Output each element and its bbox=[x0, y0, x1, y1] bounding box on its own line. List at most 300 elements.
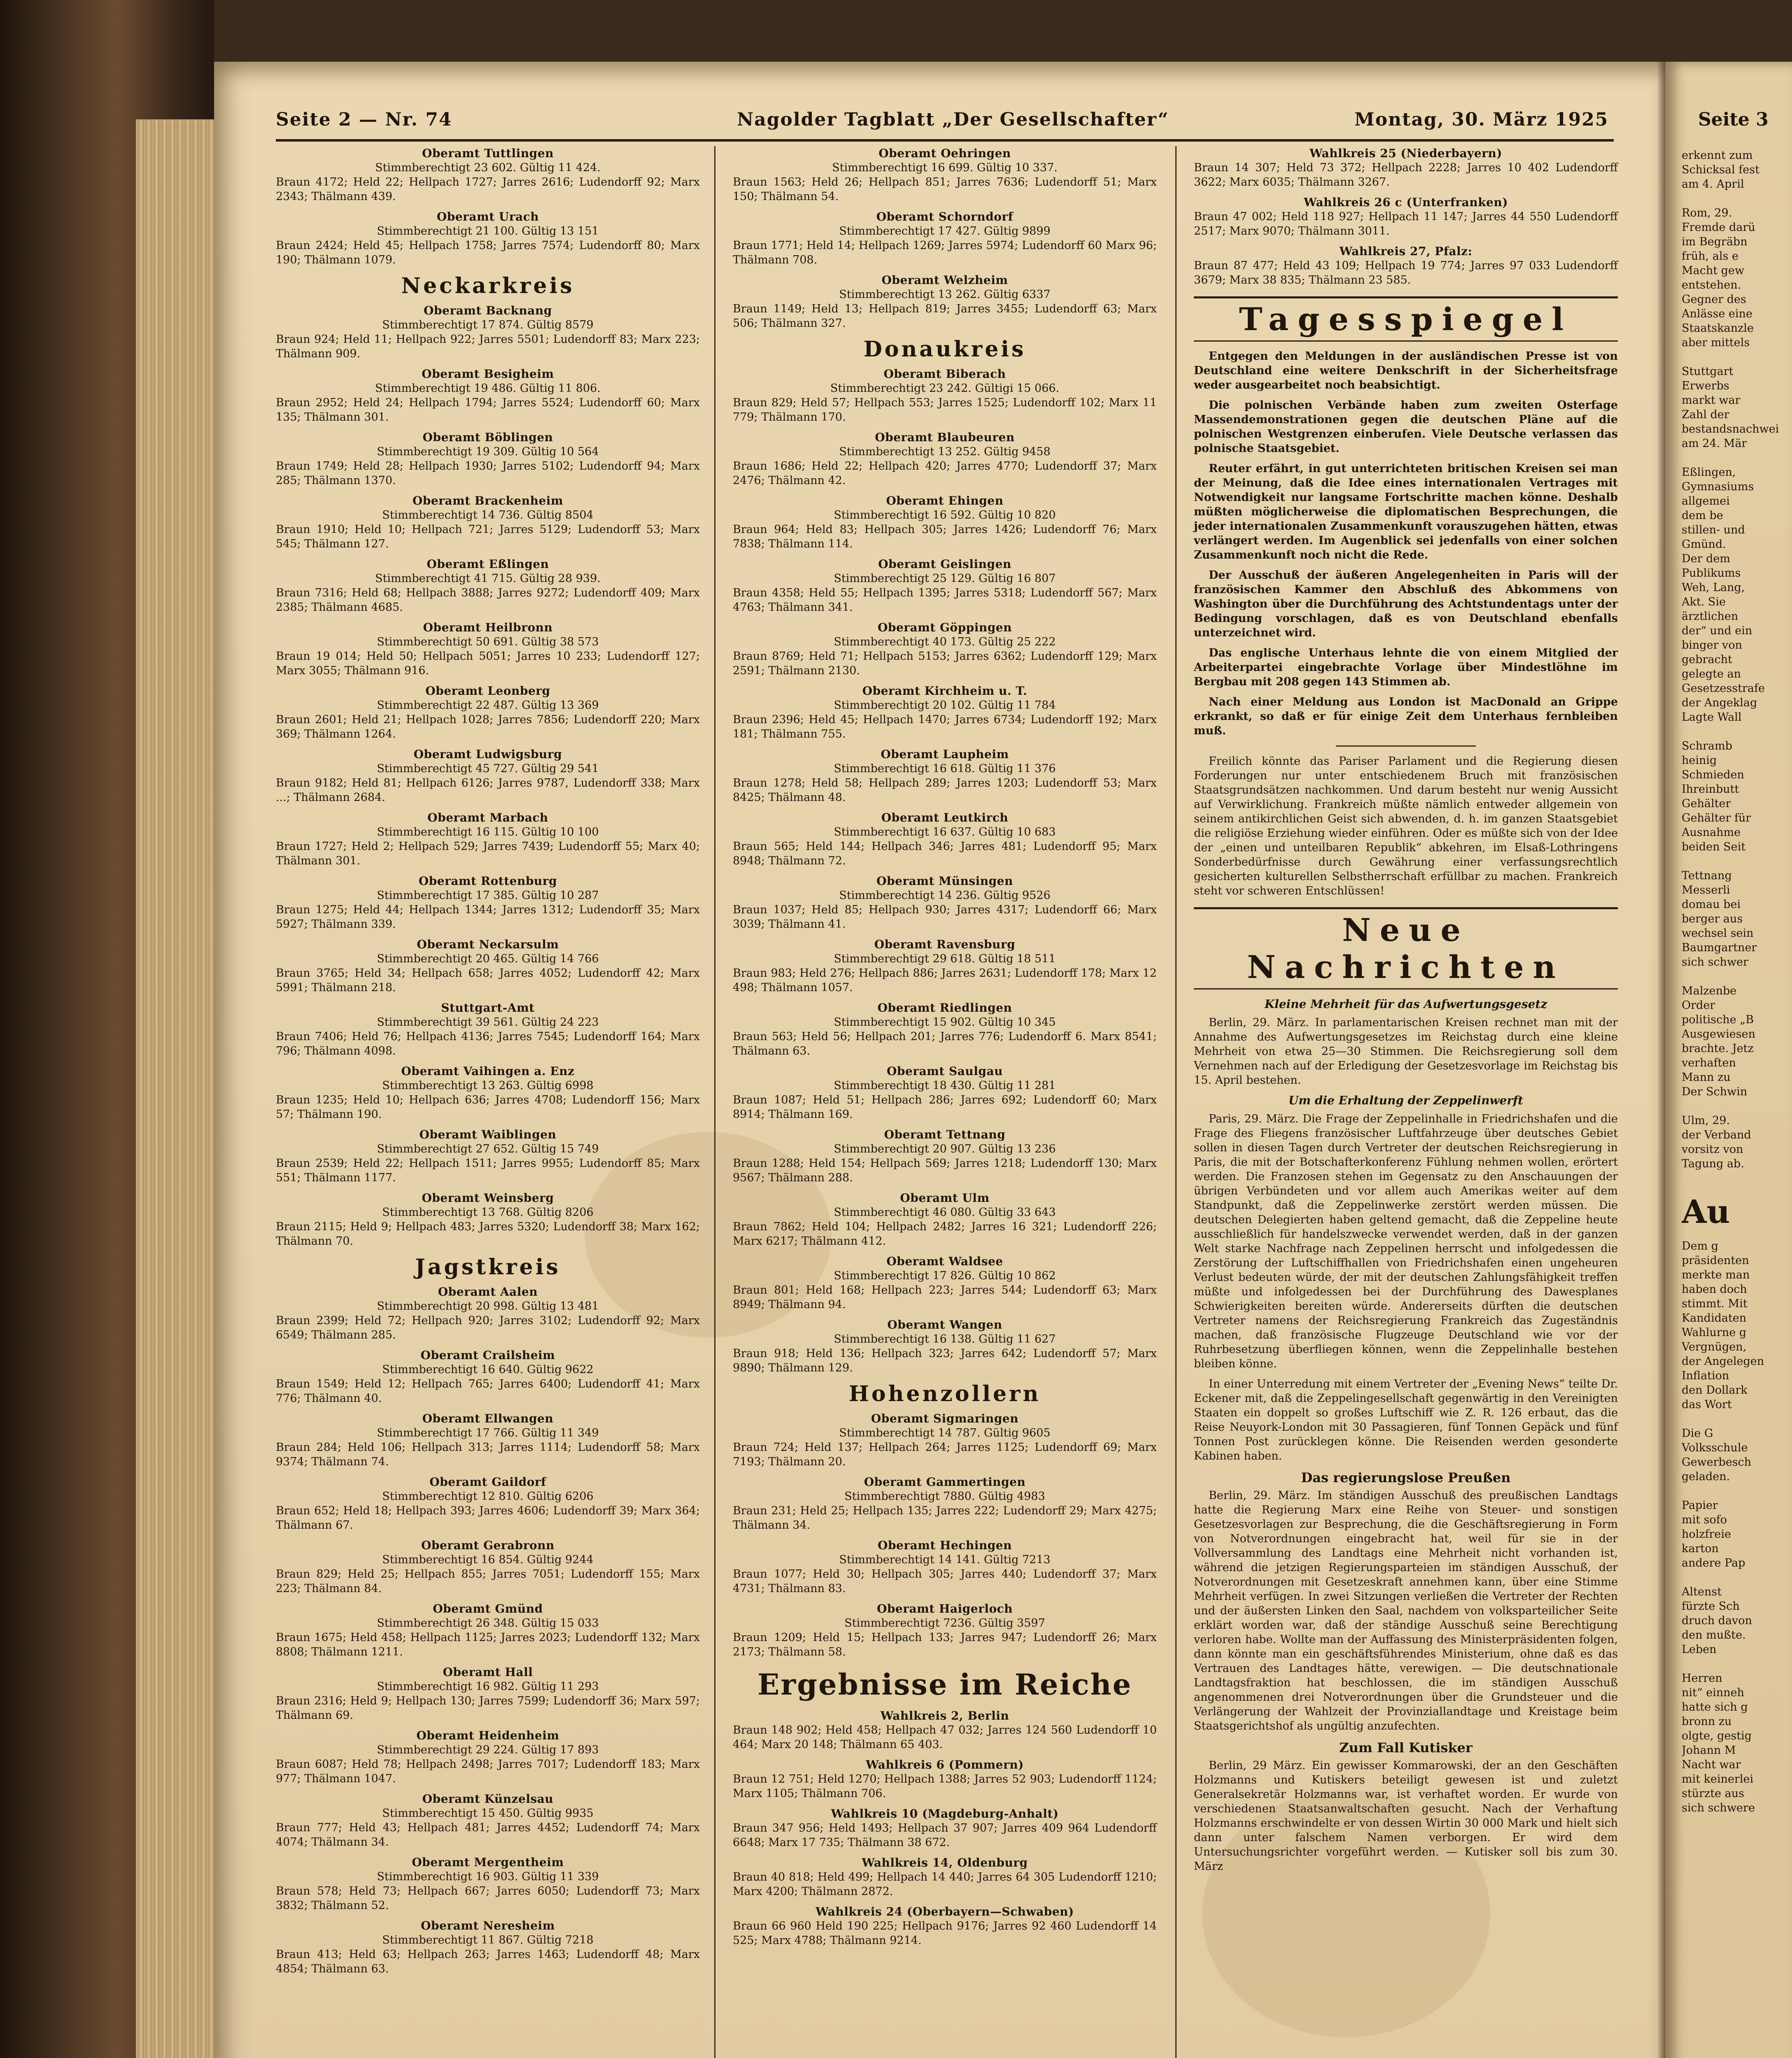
facing-page-line: vorsitz von bbox=[1682, 1143, 1743, 1156]
article-paragraph: Berlin, 29. März. In parlamentarischen Kreisen rechnet man mit der Annahme des Aufwertungsgesetzes im Reichstag durch eine kleine Mehrheit von etwa 25—30 Stimmen. Die Reichsregierung soll dem Vernehmen nach auf der Erledigung der Gesetzesvorlage im Reichstag bis 15. April bestehen. bbox=[1194, 1016, 1618, 1087]
facing-page-line: stimmt. Mit bbox=[1682, 1297, 1748, 1310]
election-result bbox=[1194, 244, 1618, 287]
election-result bbox=[276, 1191, 700, 1248]
candidate-votes: Braun 2539; Held 22; Hellpach 1511; Jarres 9955; Ludendorff 85; Marx 551; Thälmann 1177. bbox=[276, 1157, 700, 1184]
candidate-votes: Braun 1209; Held 15; Hellpach 133; Jarres 947; Ludendorff 26; Marx 2173; Thälmann 58. bbox=[733, 1631, 1157, 1658]
district-name: Oberamt Saulgau bbox=[887, 1064, 1003, 1078]
election-result bbox=[276, 210, 700, 267]
district-name: Oberamt Hall bbox=[443, 1665, 533, 1679]
newspaper-title: Nagolder Tagblatt „Der Gesellschafter“ bbox=[737, 109, 1169, 130]
article-paragraph: Paris, 29. März. Die Frage der Zeppelinhalle in Friedrichshafen und die Frage des Fliegens französischer Luftfahrzeuge über deutsches Gebiet sollen in diesen Tagen durch Vertreter der deutschen Reichsregierung in Paris, die mit der Botschafterkonferenz Fühlung nehmen wollen, erörtert werden. Die Franzosen stehen im Gegensatz zu den Anschauungen der übrigen Verbündeten und vor allem auch Amerikas weiter auf dem Standpunkt, daß die Zeppelinwerke zerstört werden müssen. Die deutschen Delegierten haben geltend gemacht, daß die Zeppeline heute ausschließlich für handelszwecke verwendet werden, daß in der ganzen Welt starke Nachfrage nach Zeppelinen herrscht und infolgedessen die Zerstörung der Luftschiffhallen von Friedrichshafen einen ungeheuren Verlust bedeuten würde, der mit der deutschen Zahlungsfähigkeit treffen müßte und infolgedessen bei der Durchführung des Dawesplanes Schwierigkeiten bereiten würde. Andererseits dürften die deutschen Vertreter namens der Reichsregierung Frankreich das Zugeständnis machen, daß französische Flugzeuge Deutschland wie vor der Ruhrbesetzung überfliegen können, wenn die Zeppelinhalle bestehen bleiben könne. bbox=[1194, 1113, 1618, 1370]
facing-page-line: geladen. bbox=[1682, 1470, 1730, 1483]
facing-page-line: Gymnasiums bbox=[1682, 480, 1754, 493]
district-name: Oberamt Aalen bbox=[438, 1285, 538, 1299]
election-result bbox=[733, 810, 1157, 868]
facing-page-line bbox=[1682, 1099, 1789, 1113]
facing-page-line: das Wort bbox=[1682, 1398, 1732, 1411]
voter-counts: Stimmberechtigt 20 998. Gültig 13 481 bbox=[377, 1300, 599, 1313]
article-heading: Zum Fall Kutisker bbox=[1339, 1740, 1473, 1755]
election-result bbox=[1194, 146, 1618, 189]
voter-counts: Stimmberechtigt 41 715. Gültig 28 939. bbox=[375, 572, 601, 585]
voter-counts: Stimmberechtigt 16 903. Gültig 11 339 bbox=[377, 1870, 599, 1883]
district-name: Wahlkreis 26 c (Unterfranken) bbox=[1304, 196, 1508, 209]
facing-page bbox=[1665, 62, 1792, 2058]
article-paragraph: Freilich könnte das Pariser Parlament und die Regierung diesen Forderungen nur unter entschiedenem Bruch mit französischen Staatsgrundsätzen nachkommen. Und darum besteht nur wenig Aussicht auf Verwirklichung. Frankreich müßte nämlich entweder allgemein von seinem antikirchlichen Geist sich abwenden, d. h. im ganzen Staatsgebiet die religiöse Erziehung wieder einführen. Oder es müßte sich von der Idee der „einen und unteilbaren Republik“ abkehren, im Elsaß-Lothringens Sonderbedürfnisse durch Gewährung einer verfassungsrechtlich gesicherten kulturellen Selbstherrschaft erfüllbar zu machen. Frankreich steht vor schweren Entschlüssen! bbox=[1194, 755, 1618, 897]
election-result bbox=[276, 1348, 700, 1406]
candidate-votes: Braun 12 751; Held 1270; Hellpach 1388; Jarres 52 903; Ludendorff 1124; Marx 1105; Thälmann 706. bbox=[733, 1773, 1157, 1800]
district-name: Oberamt Waiblingen bbox=[419, 1128, 557, 1141]
facing-page-line: der Angelegen bbox=[1682, 1355, 1764, 1368]
facing-page-line: Nacht war bbox=[1682, 1758, 1741, 1771]
candidate-votes: Braun 2601; Held 21; Hellpach 1028; Jarres 7856; Ludendorff 220; Marx 369; Thälmann 1264. bbox=[276, 713, 700, 740]
facing-page-line: Altenst bbox=[1682, 1585, 1722, 1598]
district-name: Oberamt Schorndorf bbox=[876, 210, 1014, 223]
district-name: Oberamt Gammertingen bbox=[864, 1475, 1026, 1489]
facing-page-line: andere Pap bbox=[1682, 1557, 1745, 1569]
facing-page-line: politische „B bbox=[1682, 1013, 1754, 1026]
candidate-votes: Braun 1771; Held 14; Hellpach 1269; Jarres 5974; Ludendorff 60 Marx 96; Thälmann 708. bbox=[733, 239, 1157, 266]
voter-counts: Stimmberechtigt 50 691. Gültig 38 573 bbox=[377, 636, 599, 648]
election-result bbox=[276, 1665, 700, 1723]
facing-page-line: Malzenbe bbox=[1682, 985, 1737, 997]
facing-page-line: fürzte Sch bbox=[1682, 1600, 1740, 1613]
facing-page-line: der Angeklag bbox=[1682, 696, 1757, 709]
election-result bbox=[733, 146, 1157, 204]
candidate-votes: Braun 7316; Held 68; Hellpach 3888; Jarres 9272; Ludendorff 409; Marx 2385; Thälmann 4685. bbox=[276, 587, 700, 614]
district-name: Oberamt Gmünd bbox=[433, 1602, 543, 1616]
results-heading: Ergebnisse im Reiche bbox=[757, 1667, 1133, 1702]
article-paragraph: Berlin, 29 März. Ein gewisser Kommarowski, der an den Geschäften Holzmanns und Kutiskers beteiligt gewesen ist und zuletzt Generalsekretär Holzmanns war, ist verhaftet worden. Er wurde von verschiedenen Staatsanwaltschaften gesucht. Nach der Verhaftung Holzmanns erschwindelte er von dessen Wirtin 30 000 Mark und hielt sich dann unter falschem Namen verborgen. Er wird dem Untersuchungsrichter vorgeführt werden. — Kutisker soll bis zum 30. März bbox=[1194, 1759, 1618, 1873]
facing-page-line: Fremde darü bbox=[1682, 221, 1755, 234]
election-result bbox=[733, 1709, 1157, 1752]
facing-page-line bbox=[1682, 1171, 1789, 1185]
district-name: Oberamt Oehringen bbox=[879, 147, 1011, 160]
candidate-votes: Braun 1686; Held 22; Hellpach 420; Jarres 4770; Ludendorff 37; Marx 2476; Thälmann 42. bbox=[733, 460, 1157, 487]
candidate-votes: Braun 1275; Held 44; Hellpach 1344; Jarres 1312; Ludendorff 35; Marx 5927; Thälmann 339. bbox=[276, 903, 700, 931]
page-stack-edge bbox=[136, 119, 214, 2058]
voter-counts: Stimmberechtigt 26 348. Gültig 15 033 bbox=[377, 1617, 599, 1630]
voter-counts: Stimmberechtigt 19 309. Gültig 10 564 bbox=[377, 445, 599, 458]
district-name: Wahlkreis 14, Oldenburg bbox=[862, 1856, 1028, 1869]
facing-page-line: der“ und ein bbox=[1682, 624, 1752, 637]
facing-page-line: Herren bbox=[1682, 1672, 1722, 1685]
candidate-votes: Braun 918; Held 136; Hellpach 323; Jarres 642; Ludendorff 57; Marx 9890; Thälmann 129. bbox=[733, 1347, 1157, 1374]
candidate-votes: Braun 2115; Held 9; Hellpach 483; Jarres 5320; Ludendorff 38; Marx 162; Thälmann 70. bbox=[276, 1220, 700, 1248]
facing-page-line: Gesetzesstrafe bbox=[1682, 682, 1765, 695]
facing-page-line bbox=[1682, 1412, 1789, 1426]
facing-page-line: mit sofo bbox=[1682, 1513, 1727, 1526]
facing-page-line: holzfreie bbox=[1682, 1528, 1731, 1541]
separator-rule bbox=[1336, 745, 1476, 747]
voter-counts: Stimmberechtigt 46 080. Gültig 33 643 bbox=[834, 1206, 1056, 1219]
district-name: Oberamt Crailsheim bbox=[420, 1348, 555, 1362]
facing-page-line: markt war bbox=[1682, 394, 1741, 407]
district-name: Oberamt Riedlingen bbox=[877, 1001, 1012, 1015]
article-paragraph: Nach einer Meldung aus London ist MacDonald an Grippe erkrankt, so daß er für einige Zeit dem Unterhaus fernbleiben muß. bbox=[1194, 696, 1618, 737]
election-result bbox=[733, 937, 1157, 995]
facing-page-line: Weh, Lang, bbox=[1682, 581, 1745, 594]
voter-counts: Stimmberechtigt 7236. Gültig 3597 bbox=[844, 1617, 1045, 1630]
facing-page-line: verhaften bbox=[1682, 1057, 1736, 1069]
facing-page-line: Johann M bbox=[1682, 1744, 1736, 1757]
election-result bbox=[276, 810, 700, 868]
election-result bbox=[733, 1904, 1157, 1948]
district-name: Oberamt Tuttlingen bbox=[422, 147, 554, 160]
column-rule bbox=[714, 146, 715, 2058]
facing-page-line: heinig bbox=[1682, 754, 1717, 767]
facing-page-line: olgte, gestig bbox=[1682, 1730, 1752, 1742]
candidate-votes: Braun 777; Held 43; Hellpach 481; Jarres 4452; Ludendorff 74; Marx 4074; Thälmann 34. bbox=[276, 1821, 700, 1848]
voter-counts: Stimmberechtigt 16 699. Gültig 10 337. bbox=[832, 161, 1058, 174]
candidate-votes: Braun 724; Held 137; Hellpach 264; Jarres 1125; Ludendorff 69; Marx 7193; Thälmann 20. bbox=[733, 1441, 1157, 1468]
voter-counts: Stimmberechtigt 17 766. Gültig 11 349 bbox=[377, 1427, 599, 1439]
district-name: Oberamt Kirchheim u. T. bbox=[862, 684, 1028, 698]
election-result bbox=[276, 1285, 700, 1342]
facing-page-line: Macht gew bbox=[1682, 264, 1745, 277]
election-result bbox=[276, 874, 700, 931]
voter-counts: Stimmberechtigt 25 129. Gültig 16 807 bbox=[834, 572, 1056, 585]
article-paragraph: Das englische Unterhaus lehnte die von einem Mitglied der Arbeiterpartei eingebrachte Vorlage über Mindestlöhne im Bergbau mit 208 gegen 143 Stimmen ab. bbox=[1194, 647, 1618, 688]
facing-page-line: am 24. Mär bbox=[1682, 437, 1747, 450]
section-heading: Neue Nachrichten bbox=[1194, 907, 1618, 989]
candidate-votes: Braun 9182; Held 81; Hellpach 6126; Jarres 9787, Ludendorff 338; Marx ...; Thälmann 2684. bbox=[276, 777, 700, 804]
district-name: Oberamt Geislingen bbox=[878, 557, 1011, 571]
facing-page-line: Zahl der bbox=[1682, 408, 1729, 421]
district-name: Oberamt Biberach bbox=[883, 367, 1006, 381]
facing-page-heading: Au bbox=[1682, 1194, 1730, 1231]
facing-page-text bbox=[1682, 148, 1789, 1815]
election-result bbox=[733, 1254, 1157, 1312]
column-2 bbox=[733, 146, 1157, 1953]
district-name: Wahlkreis 25 (Niederbayern) bbox=[1309, 147, 1503, 160]
candidate-votes: Braun 66 960 Held 190 225; Hellpach 9176; Jarres 92 460 Ludendorff 14 525; Marx 4788; Thälmann 9214. bbox=[733, 1920, 1157, 1947]
candidate-votes: Braun 964; Held 83; Hellpach 305; Jarres 1426; Ludendorff 76; Marx 7838; Thälmann 114. bbox=[733, 523, 1157, 550]
article-paragraph: Entgegen den Meldungen in der ausländischen Presse ist von Deutschland eine weitere Denkschrift in der Sicherheitsfrage weder ausgearbeitet noch beabsichtigt. bbox=[1194, 350, 1618, 391]
candidate-votes: Braun 7862; Held 104; Hellpach 2482; Jarres 16 321; Ludendorff 226; Marx 6217; Thälmann 412. bbox=[733, 1220, 1157, 1248]
district-name: Wahlkreis 6 (Pommern) bbox=[866, 1758, 1024, 1772]
district-name: Stuttgart-Amt bbox=[441, 1001, 535, 1015]
facing-page-line: präsidenten bbox=[1682, 1254, 1749, 1267]
facing-page-line: erkennt zum bbox=[1682, 149, 1753, 162]
facing-page-line: allgemei bbox=[1682, 495, 1730, 508]
election-result bbox=[733, 747, 1157, 805]
district-name: Oberamt Ravensburg bbox=[874, 938, 1016, 951]
candidate-votes: Braun 6087; Held 78; Hellpach 2498; Jarres 7017; Ludendorff 183; Marx 977; Thälmann 1047. bbox=[276, 1758, 700, 1785]
voter-counts: Stimmberechtigt 16 115. Gültig 10 100 bbox=[377, 826, 599, 838]
district-name: Oberamt Backnang bbox=[424, 304, 552, 317]
election-result bbox=[733, 1411, 1157, 1469]
facing-page-line: domau bei bbox=[1682, 898, 1741, 911]
article-paragraph: Reuter erfährt, in gut unterrichteten britischen Kreisen sei man der Meinung, daß die Idee eines internationalen Vertrages mit Notwendigkeit nur langsame Fortschritte machen könne. Deshalb müßten möglicherweise die diplomatischen Besprechungen, die jeder internationalen Zusammenkunft vorauszugehen hätten, etwas verlängert werden. Im Augenblick sei jedenfalls von einer solchen Zusammenkunft noch nicht die Rede. bbox=[1194, 462, 1618, 561]
candidate-votes: Braun 347 956; Held 1493; Hellpach 37 907; Jarres 409 964 Ludendorff 6648; Marx 17 735; Thälmann 38 672. bbox=[733, 1822, 1157, 1849]
facing-page-line: sich schwer bbox=[1682, 956, 1748, 968]
facing-page-line: Schramb bbox=[1682, 740, 1732, 752]
facing-page-line: den Dollark bbox=[1682, 1384, 1748, 1397]
election-result bbox=[276, 1001, 700, 1058]
candidate-votes: Braun 801; Held 168; Hellpach 223; Jarres 544; Ludendorff 63; Marx 8949; Thälmann 94. bbox=[733, 1284, 1157, 1311]
facing-page-line: Staatskanzle bbox=[1682, 322, 1754, 335]
district-name: Oberamt Ludwigsburg bbox=[413, 747, 562, 761]
facing-page-line: hatte sich g bbox=[1682, 1701, 1748, 1713]
facing-page-line: Gegner des bbox=[1682, 293, 1746, 306]
facing-page-line: entstehen. bbox=[1682, 279, 1741, 291]
election-result bbox=[276, 146, 700, 204]
election-result bbox=[733, 273, 1157, 331]
election-result bbox=[276, 1064, 700, 1122]
district-name: Oberamt Neckarsulm bbox=[417, 938, 559, 951]
district-name: Oberamt Leonberg bbox=[425, 684, 550, 698]
candidate-votes: Braun 7406; Held 76; Hellpach 4136; Jarres 7545; Ludendorff 164; Marx 796; Thälmann 4098. bbox=[276, 1030, 700, 1057]
facing-page-line: Lagte Wall bbox=[1682, 711, 1742, 724]
facing-page-line: Baumgartner bbox=[1682, 941, 1757, 954]
issue-date: Montag, 30. März 1925 bbox=[1354, 109, 1609, 130]
election-result bbox=[276, 1411, 700, 1469]
voter-counts: Stimmberechtigt 7880. Gültig 4983 bbox=[844, 1490, 1045, 1503]
district-name: Oberamt Heidenheim bbox=[416, 1729, 559, 1742]
facing-page-line: haben doch bbox=[1682, 1283, 1747, 1296]
candidate-votes: Braun 3765; Held 34; Hellpach 658; Jarres 4052; Ludendorff 42; Marx 5991; Thälmann 218. bbox=[276, 967, 700, 994]
facing-page-line: nit“ einneh bbox=[1682, 1686, 1745, 1699]
election-result bbox=[276, 747, 700, 805]
election-result bbox=[276, 494, 700, 551]
facing-page-line: Mann zu bbox=[1682, 1071, 1731, 1084]
candidate-votes: Braun 1910; Held 10; Hellpach 721; Jarres 5129; Ludendorff 53; Marx 545; Thälmann 127. bbox=[276, 523, 700, 550]
facing-page-line: Publikums bbox=[1682, 567, 1741, 580]
facing-page-line: ärztlichen bbox=[1682, 610, 1738, 623]
district-name: Oberamt Welzheim bbox=[881, 273, 1008, 287]
district-name: Oberamt Leutkirch bbox=[881, 811, 1009, 824]
facing-page-line bbox=[1682, 1657, 1789, 1671]
election-result bbox=[276, 1602, 700, 1659]
facing-page-line: Der dem bbox=[1682, 552, 1730, 565]
column-1 bbox=[276, 146, 700, 1982]
candidate-votes: Braun 1278; Held 58; Hellpach 289; Jarres 1203; Ludendorff 53; Marx 8425; Thälmann 48. bbox=[733, 777, 1157, 804]
candidate-votes: Braun 983; Held 276; Hellpach 886; Jarres 2631; Ludendorff 178; Marx 12 498; Thälmann 1057. bbox=[733, 967, 1157, 994]
column-3 bbox=[1194, 146, 1618, 1879]
candidate-votes: Braun 148 902; Held 458; Hellpach 47 032; Jarres 124 560 Ludendorff 10 464; Marx 20 148; Thälmann 65 403. bbox=[733, 1724, 1157, 1751]
facing-page-line: Inflation bbox=[1682, 1369, 1729, 1382]
district-name: Oberamt Weinsberg bbox=[422, 1191, 554, 1205]
facing-page-line: druch davon bbox=[1682, 1614, 1752, 1627]
article-subheading: Um die Erhaltung der Zeppelinwerft bbox=[1288, 1094, 1524, 1107]
district-name: Oberamt Böblingen bbox=[422, 431, 553, 444]
facing-page-line bbox=[1682, 854, 1789, 868]
voter-counts: Stimmberechtigt 27 652. Gültig 15 749 bbox=[377, 1143, 599, 1155]
candidate-votes: Braun 2396; Held 45; Hellpach 1470; Jarres 6734; Ludendorff 192; Marx 181; Thälmann 755. bbox=[733, 713, 1157, 740]
page-number: Seite 2 — Nr. 74 bbox=[276, 109, 452, 130]
facing-page-line: Messerli bbox=[1682, 884, 1730, 896]
district-name: Wahlkreis 27, Pfalz: bbox=[1339, 244, 1473, 258]
voter-counts: Stimmberechtigt 14 787. Gültig 9605 bbox=[839, 1427, 1051, 1439]
facing-page-line bbox=[1682, 191, 1789, 206]
facing-page-line: Schicksal fest bbox=[1682, 163, 1759, 176]
candidate-votes: Braun 1549; Held 12; Hellpach 765; Jarres 6400; Ludendorff 41; Marx 776; Thälmann 40. bbox=[276, 1378, 700, 1405]
masthead bbox=[276, 101, 1614, 138]
region-heading: Jagstkreis bbox=[415, 1255, 561, 1280]
voter-counts: Stimmberechtigt 16 138. Gültig 11 627 bbox=[834, 1333, 1056, 1346]
district-name: Oberamt Ulm bbox=[900, 1191, 990, 1205]
facing-page-line: karton bbox=[1682, 1542, 1719, 1555]
facing-page-line: stürzte aus bbox=[1682, 1787, 1744, 1800]
candidate-votes: Braun 2952; Held 24; Hellpach 1794; Jarres 5524; Ludendorff 60; Marx 135; Thälmann 301. bbox=[276, 396, 700, 424]
facing-page-line: berger aus bbox=[1682, 913, 1743, 925]
candidate-votes: Braun 2316; Held 9; Hellpach 130; Jarres 7599; Ludendorff 36; Marx 597; Thälmann 69. bbox=[276, 1695, 700, 1722]
facing-page-line: Die G bbox=[1682, 1427, 1713, 1440]
candidate-votes: Braun 231; Held 25; Hellpach 135; Jarres 222; Ludendorff 29; Marx 4275; Thälmann 34. bbox=[733, 1504, 1157, 1532]
candidate-votes: Braun 87 477; Held 43 109; Hellpach 19 774; Jarres 97 033 Ludendorff 3679; Marx 38 835; Thälmann 23 585. bbox=[1194, 259, 1618, 286]
facing-page-line: Ulm, 29. bbox=[1682, 1114, 1730, 1127]
candidate-votes: Braun 1037; Held 85; Hellpach 930; Jarres 4317; Ludendorff 66; Marx 3039; Thälmann 41. bbox=[733, 903, 1157, 931]
voter-counts: Stimmberechtigt 14 736. Gültig 8504 bbox=[382, 509, 594, 521]
voter-counts: Stimmberechtigt 16 618. Gültig 11 376 bbox=[834, 762, 1056, 775]
district-name: Wahlkreis 24 (Oberbayern—Schwaben) bbox=[816, 1905, 1074, 1918]
voter-counts: Stimmberechtigt 16 854. Gültig 9244 bbox=[382, 1553, 594, 1566]
voter-counts: Stimmberechtigt 18 430. Gültig 11 281 bbox=[834, 1079, 1056, 1092]
facing-page-line: im Begräbn bbox=[1682, 235, 1748, 248]
facing-page-line: Order bbox=[1682, 999, 1715, 1012]
election-result bbox=[276, 430, 700, 488]
district-name: Oberamt Vaihingen a. Enz bbox=[401, 1064, 575, 1078]
election-result bbox=[276, 937, 700, 995]
candidate-votes: Braun 4172; Held 22; Hellpach 1727; Jarres 2616; Ludendorff 92; Marx 2343; Thälmann 439. bbox=[276, 176, 700, 203]
election-result bbox=[276, 1728, 700, 1786]
district-name: Oberamt Hechingen bbox=[878, 1539, 1012, 1552]
facing-page-line: den mußte. bbox=[1682, 1629, 1746, 1641]
election-result bbox=[733, 1855, 1157, 1899]
voter-counts: Stimmberechtigt 16 637. Gültig 10 683 bbox=[834, 826, 1056, 838]
election-result bbox=[276, 303, 700, 361]
voter-counts: Stimmberechtigt 20 907. Gültig 13 236 bbox=[834, 1143, 1056, 1155]
facing-page-line: gebracht bbox=[1682, 653, 1732, 666]
article-paragraph: In einer Unterredung mit einem Vertreter der „Evening News“ teilte Dr. Eckener mit, daß die Zeppelingesellschaft gegenwärtig in den Vereinigten Staaten ein doppelt so großes Luftschiff wie Z. R. 126 erbaut, das die Reise Neuyork-London mit 30 Passagieren, fünf Tonnen Gepäck und fünf Tonnen Post zurücklegen könne. Die Reisenden werden gesonderte Kabinen haben. bbox=[1194, 1378, 1618, 1462]
facing-page-line: stillen- und bbox=[1682, 524, 1745, 536]
voter-counts: Stimmberechtigt 16 982. Gültig 11 293 bbox=[377, 1680, 599, 1693]
election-result bbox=[276, 367, 700, 424]
region-heading: Donaukreis bbox=[863, 337, 1026, 362]
voter-counts: Stimmberechtigt 29 224. Gültig 17 893 bbox=[377, 1744, 599, 1756]
candidate-votes: Braun 652; Held 18; Hellpach 393; Jarres 4606; Ludendorff 39; Marx 364; Thälmann 67. bbox=[276, 1504, 700, 1532]
facing-page-line: Rom, 29. bbox=[1682, 207, 1732, 219]
candidate-votes: Braun 565; Held 144; Hellpach 346; Jarres 481; Ludendorff 95; Marx 8948; Thälmann 72. bbox=[733, 840, 1157, 867]
election-result bbox=[733, 1127, 1157, 1185]
district-name: Oberamt Haigerloch bbox=[876, 1602, 1013, 1616]
facing-page-line: bestandsnachwei bbox=[1682, 423, 1779, 435]
voter-counts: Stimmberechtigt 20 102. Gültig 11 784 bbox=[834, 699, 1056, 712]
election-result bbox=[733, 557, 1157, 615]
candidate-votes: Braun 1149; Held 13; Hellpach 819; Jarres 3455; Ludendorff 63; Marx 506; Thälmann 327. bbox=[733, 303, 1157, 330]
facing-page-line: wechsel sein bbox=[1682, 927, 1754, 940]
facing-page-line: Der Schwin bbox=[1682, 1085, 1748, 1098]
facing-page-line: brachte. Jetz bbox=[1682, 1042, 1754, 1055]
voter-counts: Stimmberechtigt 45 727. Gültig 29 541 bbox=[377, 762, 599, 775]
district-name: Oberamt Sigmaringen bbox=[871, 1412, 1019, 1425]
facing-page-line: Ihreinbutt bbox=[1682, 783, 1739, 796]
district-name: Oberamt Ehingen bbox=[886, 494, 1004, 508]
facing-page-line: Vergnügen, bbox=[1682, 1341, 1747, 1353]
district-name: Oberamt Münsingen bbox=[876, 874, 1013, 888]
facing-page-line: Erwerbs bbox=[1682, 379, 1729, 392]
election-result bbox=[276, 1538, 700, 1596]
facing-page-line: dem be bbox=[1682, 509, 1723, 522]
voter-counts: Stimmberechtigt 15 450. Gültig 9935 bbox=[382, 1807, 594, 1820]
district-name: Oberamt Besigheim bbox=[422, 367, 554, 381]
election-result bbox=[276, 1127, 700, 1185]
district-name: Oberamt Künzelsau bbox=[422, 1792, 554, 1806]
district-name: Oberamt Blaubeuren bbox=[875, 431, 1015, 444]
election-result bbox=[733, 1064, 1157, 1122]
district-name: Oberamt Gerabronn bbox=[421, 1539, 555, 1552]
facing-page-line: Papier bbox=[1682, 1499, 1718, 1512]
district-name: Oberamt Ellwangen bbox=[422, 1412, 554, 1425]
article-paragraph: Berlin, 29. März. Im ständigen Ausschuß des preußischen Landtags hatte die Regierung Marx eine Reihe von Steuer- und sonstigen Gesetzesvorlagen zur Besprechung, die die Geschäftsregierung in Form von Notverordnungen eingebracht hat, weil für sie in der Vollversammlung des Landtags eine Mehrheit nicht vorhanden ist, während die jetzigen Regierungsparteien im ständigen Ausschuß, der Notverordnungen mit Gesetzeskraft annehmen kann, über eine Stimme Mehrheit verfügen. In zwei Sitzungen verließen die Vertreter der Rechten und der äußersten Linken den Saal, nachdem von volksparteilicher Seite erklärt worden war, daß der ständige Ausschuß seine Berechtigung verloren habe. Wollte man der Auffassung des Ministerpräsidenten folgen, dann könnte man ein geschäftsführendes Ministerium, ohne daß es das Vertrauen des Landtages hätte, verewigen. — Die deutschnationale Landtagsfraktion hat beschlossen, die im ständigen Ausschuß angenommenen drei Notverordnungen über die Grundsteuer und die Verlängerung der Wahlzeit der Provinziallandtage und Kreistage beim Staatsgerichtshof als ungültig anzufechten. bbox=[1194, 1489, 1618, 1732]
district-name: Oberamt Heilbronn bbox=[423, 621, 553, 634]
voter-counts: Stimmberechtigt 23 602. Gültig 11 424. bbox=[375, 161, 601, 174]
candidate-votes: Braun 924; Held 11; Hellpach 922; Jarres 5501; Ludendorff 83; Marx 223; Thälmann 909. bbox=[276, 333, 700, 360]
voter-counts: Stimmberechtigt 39 561. Gültig 24 223 bbox=[377, 1016, 599, 1029]
district-name: Oberamt Gaildorf bbox=[429, 1475, 546, 1489]
candidate-votes: Braun 14 307; Held 73 372; Hellpach 2228; Jarres 10 402 Ludendorff 3622; Marx 6035; Thälmann 3267. bbox=[1194, 161, 1618, 189]
voter-counts: Stimmberechtigt 13 263. Gültig 6998 bbox=[382, 1079, 594, 1092]
election-result bbox=[733, 1758, 1157, 1801]
facing-page-line: am 4. April bbox=[1682, 178, 1744, 191]
facing-page-line bbox=[1682, 1484, 1789, 1498]
facing-page-line: bronn zu bbox=[1682, 1715, 1732, 1728]
candidate-votes: Braun 1288; Held 154; Hellpach 569; Jarres 1218; Ludendorff 130; Marx 9567; Thälmann 288. bbox=[733, 1157, 1157, 1184]
candidate-votes: Braun 1563; Held 26; Hellpach 851; Jarres 7636; Ludendorff 51; Marx 150; Thälmann 54. bbox=[733, 176, 1157, 203]
facing-page-line: Kandidaten bbox=[1682, 1312, 1747, 1325]
facing-page-line: Schmieden bbox=[1682, 768, 1744, 781]
candidate-votes: Braun 1235; Held 10; Hellpach 636; Jarres 4708; Ludendorff 156; Marx 57; Thälmann 190. bbox=[276, 1094, 700, 1121]
facing-page-line bbox=[1682, 1570, 1789, 1585]
candidate-votes: Braun 47 002; Held 118 927; Hellpach 11 147; Jarres 44 550 Ludendorff 2517; Marx 9070; Thälmann 3011. bbox=[1194, 210, 1618, 237]
article-subheading: Kleine Mehrheit für das Aufwertungsgesetz bbox=[1264, 997, 1547, 1011]
election-result bbox=[733, 1475, 1157, 1532]
voter-counts: Stimmberechtigt 40 173. Gültig 25 222 bbox=[834, 636, 1056, 648]
facing-page-line: Stuttgart bbox=[1682, 365, 1734, 378]
candidate-votes: Braun 413; Held 63; Hellpach 263; Jarres 1463; Ludendorff 48; Marx 4854; Thälmann 63. bbox=[276, 1948, 700, 1975]
facing-page-line: beiden Seit bbox=[1682, 840, 1746, 853]
facing-page-line: aber mittels bbox=[1682, 336, 1750, 349]
voter-counts: Stimmberechtigt 22 487. Gültig 13 369 bbox=[377, 699, 599, 712]
facing-page-line: merkte man bbox=[1682, 1269, 1750, 1281]
district-name: Oberamt Göppingen bbox=[878, 621, 1012, 634]
facing-page-line: der Verband bbox=[1682, 1129, 1751, 1141]
election-result bbox=[733, 1602, 1157, 1659]
candidate-votes: Braun 1675; Held 458; Hellpach 1125; Jarres 2023; Ludendorff 132; Marx 8808; Thälmann 1211. bbox=[276, 1631, 700, 1658]
district-name: Oberamt Brackenheim bbox=[412, 494, 564, 508]
district-name: Oberamt Waldsee bbox=[886, 1255, 1003, 1268]
candidate-votes: Braun 578; Held 73; Hellpach 667; Jarres 6050; Ludendorff 73; Marx 3832; Thälmann 52. bbox=[276, 1885, 700, 1912]
facing-page-line: gelegte an bbox=[1682, 668, 1741, 680]
facing-page-line: Volksschule bbox=[1682, 1441, 1748, 1454]
election-result bbox=[733, 494, 1157, 551]
election-result bbox=[276, 684, 700, 741]
voter-counts: Stimmberechtigt 11 867. Gültig 7218 bbox=[382, 1934, 594, 1946]
facing-page-line: binger von bbox=[1682, 639, 1742, 652]
voter-counts: Stimmberechtigt 17 427. Gültig 9899 bbox=[839, 225, 1051, 237]
facing-page-line: Tettnang bbox=[1682, 869, 1732, 882]
candidate-votes: Braun 2424; Held 45; Hellpach 1758; Jarres 7574; Ludendorff 80; Marx 190; Thälmann 1079. bbox=[276, 239, 700, 266]
election-result bbox=[1194, 195, 1618, 238]
section-heading: Tagesspiegel bbox=[1194, 296, 1618, 342]
facing-page-line: Leben bbox=[1682, 1643, 1717, 1656]
candidate-votes: Braun 829; Held 25; Hellpach 855; Jarres 7051; Ludendorff 155; Marx 223; Thälmann 84. bbox=[276, 1568, 700, 1595]
election-result bbox=[276, 1475, 700, 1532]
facing-page-line: früh, als e bbox=[1682, 250, 1738, 263]
district-name: Oberamt Rottenburg bbox=[418, 874, 557, 888]
facing-page-header: Seite 3 bbox=[1698, 109, 1769, 130]
candidate-votes: Braun 1727; Held 2; Hellpach 529; Jarres 7439; Ludendorff 55; Marx 40; Thälmann 301. bbox=[276, 840, 700, 867]
